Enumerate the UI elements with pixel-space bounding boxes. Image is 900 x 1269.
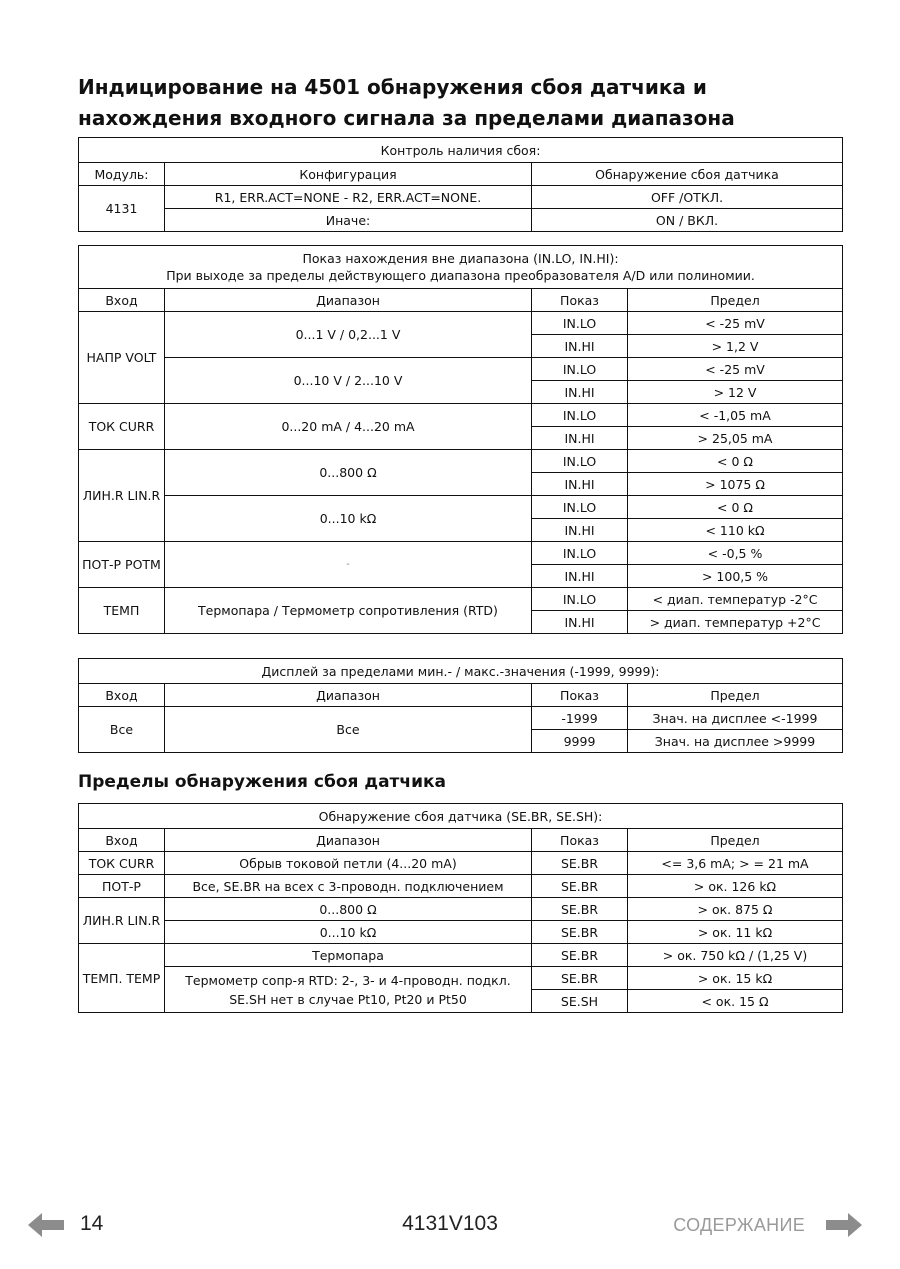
show-cell: IN.HI (532, 611, 628, 634)
column-header: Предел (628, 684, 843, 707)
input-cell: Все (79, 707, 165, 753)
column-header: Диапазон (165, 289, 532, 312)
table-title (79, 246, 843, 289)
page-heading: Индицирование на 4501 обнаружения сбоя датчика и нахождения входного сигнала за пределами диапазона (78, 75, 735, 130)
range-cell: Термометр сопр-я RTD: 2-, 3- и 4-проводн. подкл. SE.SH нет в случае Pt10, Pt20 и Pt50 (165, 967, 532, 1013)
limit-cell: < 110 kΩ (628, 519, 843, 542)
limit-cell: < -25 mV (628, 358, 843, 381)
limit-cell: < -25 mV (628, 312, 843, 335)
column-header: Вход (79, 684, 165, 707)
limit-cell: > 1075 Ω (628, 473, 843, 496)
show-cell: IN.HI (532, 381, 628, 404)
limit-cell: < 0 Ω (628, 496, 843, 519)
show-cell: IN.HI (532, 565, 628, 588)
range-cell: 0...1 V / 0,2...1 V (165, 312, 532, 358)
fault-check-table (78, 137, 843, 232)
limit-cell: > 100,5 % (628, 565, 843, 588)
show-cell: -1999 (532, 707, 628, 730)
limit-cell: < -0,5 % (628, 542, 843, 565)
column-header: Конфигурация (165, 163, 532, 186)
input-cell: ТЕМП (79, 588, 165, 634)
display-limits-table (78, 658, 843, 753)
document-code: 4131V103 (402, 1212, 498, 1235)
show-cell: IN.LO (532, 542, 628, 565)
table-title-line: При выходе за пределы действующего диапазона преобразователя A/D или полиномии. (166, 268, 755, 283)
config-cell: R1, ERR.ACT=NONE - R2, ERR.ACT=NONE. (165, 186, 532, 209)
limit-cell: > диап. температур +2°C (628, 611, 843, 634)
show-cell: SE.SH (532, 990, 628, 1013)
limit-cell: > ок. 11 kΩ (628, 921, 843, 944)
limit-cell: < диап. температур -2°C (628, 588, 843, 611)
table-title: Обнаружение сбоя датчика (SE.BR, SE.SH): (79, 804, 843, 829)
input-cell: ЛИН.R LIN.R (79, 898, 165, 944)
detect-cell: OFF /ОТКЛ. (532, 186, 843, 209)
show-cell: SE.BR (532, 852, 628, 875)
range-cell: 0...10 V / 2...10 V (165, 358, 532, 404)
input-cell: ЛИН.R LIN.R (79, 450, 165, 542)
input-cell: ПОТ-P (79, 875, 165, 898)
module-cell: 4131 (79, 186, 165, 232)
show-cell: SE.BR (532, 921, 628, 944)
show-cell: IN.HI (532, 335, 628, 358)
column-header: Показ (532, 289, 628, 312)
sensor-fault-table (78, 803, 843, 1013)
column-header: Вход (79, 289, 165, 312)
limit-cell: > ок. 750 kΩ / (1,25 V) (628, 944, 843, 967)
column-header: Показ (532, 829, 628, 852)
show-cell: IN.LO (532, 588, 628, 611)
input-cell: ПОТ-P POTM (79, 542, 165, 588)
limit-cell: Знач. на дисплее >9999 (628, 730, 843, 753)
show-cell: IN.HI (532, 473, 628, 496)
range-cell: 0...10 kΩ (165, 921, 532, 944)
column-header: Показ (532, 684, 628, 707)
column-header: Обнаружение сбоя датчика (532, 163, 843, 186)
range-cell: Все (165, 707, 532, 753)
detect-cell: ON / ВКЛ. (532, 209, 843, 232)
table-title: Дисплей за пределами мин.- / макс.-значения (-1999, 9999): (79, 659, 843, 684)
show-cell: SE.BR (532, 898, 628, 921)
range-cell: Термопара (165, 944, 532, 967)
show-cell: IN.LO (532, 450, 628, 473)
show-cell: 9999 (532, 730, 628, 753)
range-cell: Все, SE.BR на всех с 3-проводн. подключением (165, 875, 532, 898)
limit-cell: > 25,05 mA (628, 427, 843, 450)
limit-cell: > ок. 875 Ω (628, 898, 843, 921)
range-cell: Термопара / Термометр сопротивления (RTD) (165, 588, 532, 634)
show-cell: IN.HI (532, 519, 628, 542)
show-cell: IN.HI (532, 427, 628, 450)
range-cell: 0...20 mA / 4...20 mA (165, 404, 532, 450)
input-cell: ТЕМП. TEMP (79, 944, 165, 1013)
table-title-line: Показ нахождения вне диапазона (IN.LO, IN.HI): (302, 251, 619, 266)
show-cell: SE.BR (532, 875, 628, 898)
limit-cell: <= 3,6 mA; > = 21 mA (628, 852, 843, 875)
range-cell: Обрыв токовой петли (4...20 mA) (165, 852, 532, 875)
limit-cell: > ок. 126 kΩ (628, 875, 843, 898)
range-cell: 0...10 kΩ (165, 496, 532, 542)
page-number: 14 (80, 1212, 104, 1235)
input-cell: НАПР VOLT (79, 312, 165, 404)
config-cell: Иначе: (165, 209, 532, 232)
limit-cell: > 1,2 V (628, 335, 843, 358)
input-cell: ТОК CURR (79, 404, 165, 450)
input-cell: ТОК CURR (79, 852, 165, 875)
section-subheading: Пределы обнаружения сбоя датчика (78, 772, 446, 792)
show-cell: IN.LO (532, 358, 628, 381)
show-cell: SE.BR (532, 944, 628, 967)
show-cell: IN.LO (532, 312, 628, 335)
limit-cell: > 12 V (628, 381, 843, 404)
arrow-right-icon[interactable] (824, 1210, 864, 1240)
column-header: Вход (79, 829, 165, 852)
range-cell: 0...800 Ω (165, 898, 532, 921)
show-cell: SE.BR (532, 967, 628, 990)
limit-cell: < -1,05 mA (628, 404, 843, 427)
out-of-range-table (78, 245, 843, 634)
toc-link[interactable]: СОДЕРЖАНИЕ (673, 1215, 805, 1235)
limit-cell: > ок. 15 kΩ (628, 967, 843, 990)
column-header: Диапазон (165, 829, 532, 852)
column-header: Предел (628, 289, 843, 312)
show-cell: IN.LO (532, 404, 628, 427)
show-cell: IN.LO (532, 496, 628, 519)
column-header: Предел (628, 829, 843, 852)
range-cell: 0...800 Ω (165, 450, 532, 496)
limit-cell: < 0 Ω (628, 450, 843, 473)
range-cell: - (165, 542, 532, 588)
limit-cell: Знач. на дисплее <-1999 (628, 707, 843, 730)
column-header: Модуль: (79, 163, 165, 186)
column-header: Диапазон (165, 684, 532, 707)
table-title: Контроль наличия сбоя: (79, 138, 843, 163)
limit-cell: < ок. 15 Ω (628, 990, 843, 1013)
